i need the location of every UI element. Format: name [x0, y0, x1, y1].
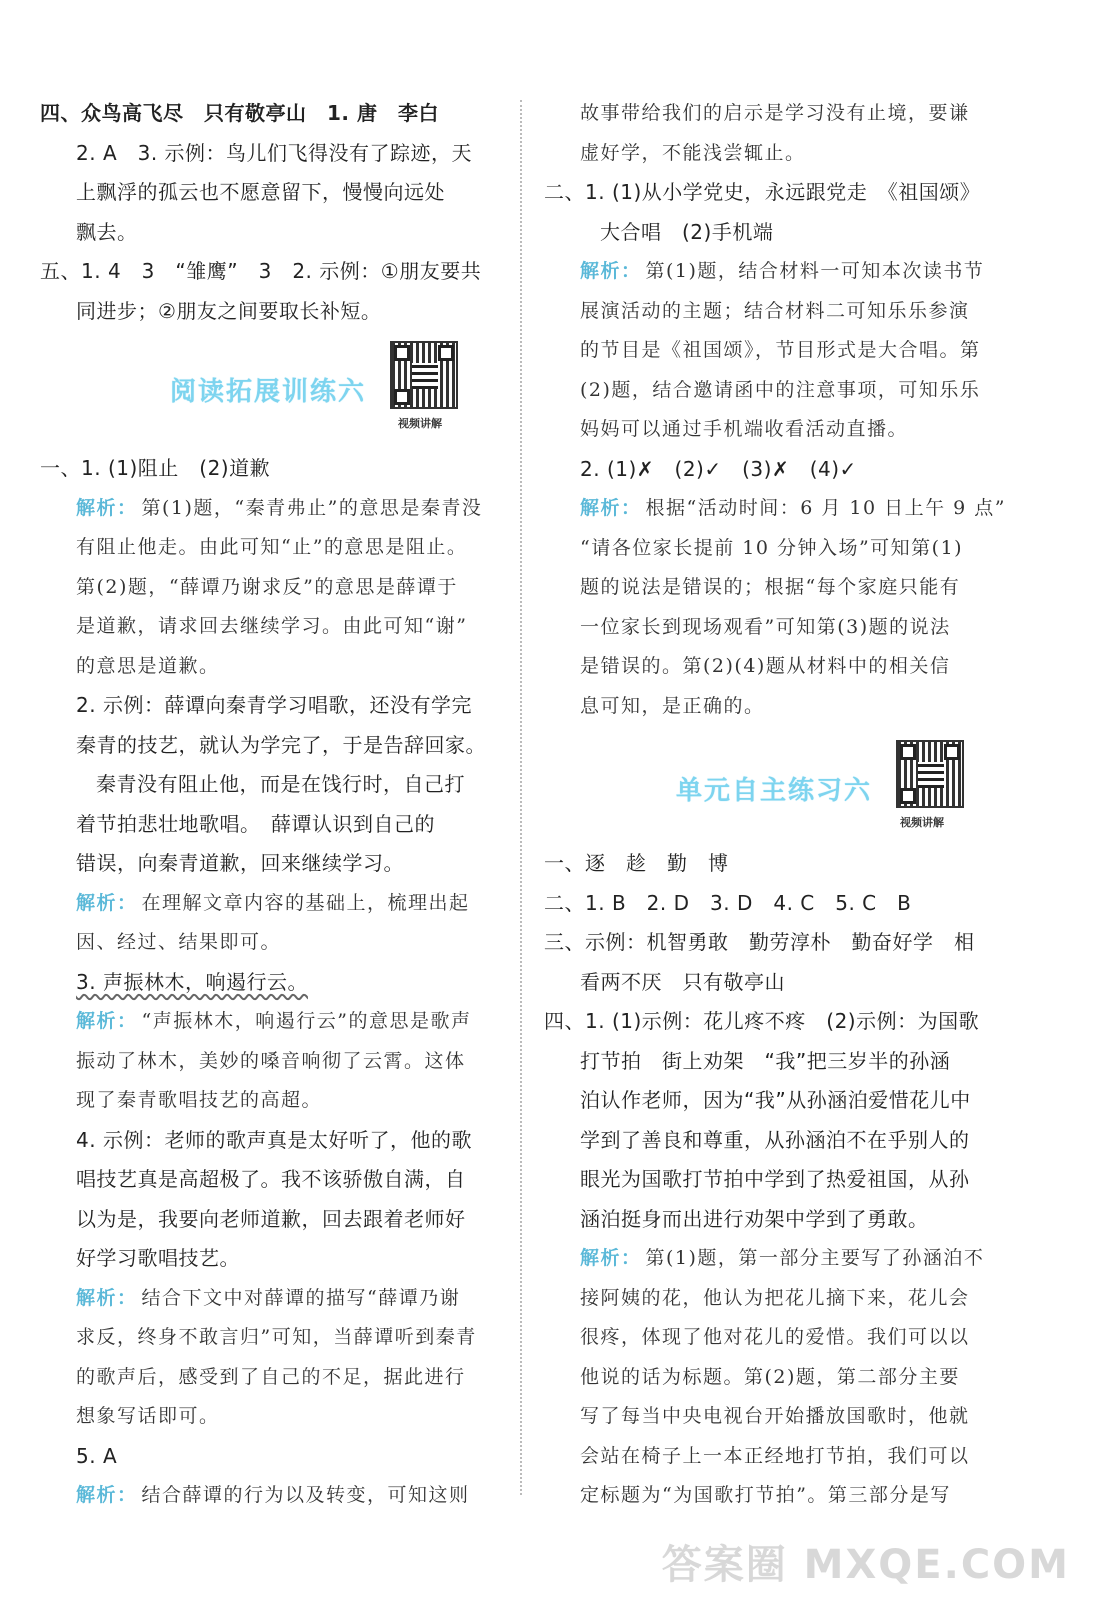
answer-line: 2. 示例：薛谭向秦青学习唱歌，还没有学完 [76, 693, 472, 717]
answer-line: 二、1. B 2. D 3. D 4. C 5. C B [544, 890, 912, 915]
analysis-line: 写了每当中央电视台开始播放国歌时，他就 [580, 1405, 970, 1427]
analysis-line: 现了秦青歌唱技艺的高超。 [76, 1089, 323, 1111]
analysis-label: 解析： [580, 1247, 642, 1269]
answer-line: 涵泊挺身而出进行劝架中学到了勇敢。 [580, 1206, 929, 1231]
analysis-line: 题的说法是错误的；根据“每个家庭只能有 [580, 576, 961, 598]
section-title: 阅读拓展训练六 [170, 377, 367, 407]
analysis-line: 解析： 第(1)题，第一部分主要写了孙涵泊不 [580, 1247, 985, 1269]
answer-line: 三、示例：机智勇敢 勤劳淳朴 勤奋好学 相 [544, 930, 975, 954]
answer-line: 二、1. (1)从小学党史，永远跟党走 《祖国颂》 [544, 180, 981, 204]
left-column [40, 94, 496, 1516]
analysis-line: 会站在椅子上一本正经地打节拍，我们可以 [580, 1444, 970, 1467]
answer-line: 秦青没有阻止他，而是在饯行时，自己打 [96, 772, 465, 796]
right-column [544, 94, 1006, 1516]
analysis-line: 是错误的。第(2)(4)题从材料中的相关信 [580, 655, 951, 677]
answer-line: 秦青的技艺，就认为学完了，于是告辞回家。 [76, 732, 486, 757]
analysis-line: 求反，终身不敢言归”可知，当薛谭听到秦青 [76, 1326, 477, 1348]
analysis-label: 解析： [76, 1286, 138, 1309]
answer-line: 上飘浮的孤云也不愿意留下，慢慢向远处 [76, 180, 445, 204]
analysis-line: 定标题为“为国歌打节拍”。第三部分是写 [580, 1484, 951, 1506]
analysis-line: 解析： 第(1)题，结合材料一可知本次读书节 [580, 260, 985, 282]
answer-line: 眼光为国歌打节拍中学到了热爱祖国，从孙 [580, 1167, 970, 1191]
analysis-line: 接阿姨的花，他认为把花儿摘下来，花儿会 [580, 1286, 970, 1309]
analysis-line: (2)题，结合邀请函中的注意事项，可知乐乐 [580, 378, 981, 401]
analysis-line: 解析： 在理解文章内容的基础上，梳理出起 [76, 891, 470, 914]
answer-line: 大合唱 (2)手机端 [600, 219, 774, 244]
answer-line: 四、众鸟高飞尽 只有敬亭山 1. 唐 李白 [40, 101, 439, 125]
answer-line: 一、逐 趁 勤 博 [544, 851, 729, 875]
section-header [580, 726, 1000, 844]
analysis-line: 故事带给我们的启示是学习没有止境，要谦 [580, 102, 970, 124]
analysis-line: 很疼，体现了他对花儿的爱惜。我们可以以 [580, 1326, 970, 1348]
analysis-line: 他说的话为标题。第(2)题，第二部分主要 [580, 1365, 960, 1388]
analysis-line: 解析： 结合下文中对薛谭的描写“薛谭乃谢 [76, 1286, 461, 1309]
answer-line: 五、1. 4 3 “雏鹰” 3 2. 示例：①朋友要共 [40, 259, 482, 283]
analysis-line: 的意思是道歉。 [76, 654, 220, 677]
analysis-label: 解析： [580, 497, 642, 519]
column-divider [520, 100, 522, 1495]
answer-line: 学到了善良和尊重，从孙涵泊不在乎别人的 [580, 1127, 970, 1152]
analysis-line: 解析： 第(1)题，“秦青弗止”的意思是秦青没 [76, 496, 483, 519]
answer-line: 一、1. (1)阻止 (2)道歉 [40, 456, 271, 480]
qr-caption: 视频讲解 [900, 816, 944, 829]
answer-line: 泊认作老师，因为“我”从孙涵泊爱惜花儿中 [580, 1088, 971, 1112]
analysis-line: 一位家长到现场观看”可知第(3)题的说法 [580, 615, 951, 638]
analysis-line: 虚好学，不能浅尝辄止。 [580, 141, 806, 164]
answer-line: 3. 声振林木，响遏行云。 [76, 969, 308, 994]
qr-caption: 视频讲解 [398, 417, 442, 430]
answer-line: 2. A 3. 示例：鸟儿们飞得没有了踪迹，天 [76, 140, 473, 165]
analysis-label: 解析： [76, 496, 138, 519]
analysis-line: 解析： 结合薛谭的行为以及转变，可知这则 [76, 1484, 470, 1506]
analysis-line: 展演活动的主题；结合材料二可知乐乐参演 [580, 299, 970, 322]
answer-line: 4. 示例：老师的歌声真是太好听了，他的歌 [76, 1127, 472, 1152]
answer-line: 看两不厌 只有敬亭山 [580, 969, 785, 994]
answer-line: 唱技艺真是高超极了。我不该骄傲自满，自 [76, 1167, 466, 1191]
answer-line: 着节拍悲壮地歌唱。 薛谭认识到自己的 [76, 811, 435, 836]
analysis-line: 因、经过、结果即可。 [76, 931, 282, 953]
analysis-line: 振动了林木，美妙的嗓音响彻了云霄。这体 [76, 1049, 466, 1072]
analysis-line: 是道歉，请求回去继续学习。由此可知“谢” [76, 615, 468, 637]
answer-line: 四、1. (1)示例：花儿疼不疼 (2)示例：为国歌 [544, 1009, 980, 1033]
answer-line: 错误，向秦青道歉，回来继续学习。 [76, 851, 404, 875]
answer-line: 飘去。 [76, 219, 138, 244]
answer-line: 以为是，我要向老师道歉，回去跟着老师好 [76, 1206, 466, 1231]
analysis-line: 解析： 根据“活动时间：6 月 10 日上午 9 点” [580, 497, 1006, 519]
analysis-line: 的节目是《祖国颂》，节目形式是大合唱。第 [580, 339, 981, 361]
watermark: 答案圈 MXQE.COM [661, 1542, 1070, 1588]
qr-code-icon[interactable] [390, 341, 458, 409]
answer-line: 好学习歌唱技艺。 [76, 1246, 240, 1270]
answer-line: 2. (1)✗ (2)✓ (3)✗ (4)✓ [580, 456, 857, 481]
answer-line: 5. A [76, 1443, 118, 1468]
analysis-label: 解析： [76, 1010, 138, 1032]
analysis-label: 解析： [76, 891, 138, 914]
section-title: 单元自主练习六 [676, 776, 873, 806]
answer-line: 同进步；②朋友之间要取长补短。 [76, 298, 382, 323]
analysis-line: “请各位家长提前 10 分钟入场”可知第(1) [580, 536, 964, 559]
analysis-line: 解析： “声振林木，响遏行云”的意思是歌声 [76, 1010, 472, 1032]
answer-line: 打节拍 街上劝架 “我”把三岁半的孙涵 [580, 1048, 951, 1073]
qr-code-icon[interactable] [896, 740, 964, 808]
analysis-line: 妈妈可以通过手机端收看活动直播。 [580, 418, 909, 440]
analysis-label: 解析： [580, 260, 642, 282]
analysis-line: 第(2)题，“薛谭乃谢求反”的意思是薛谭于 [76, 575, 458, 598]
analysis-line: 想象写话即可。 [76, 1405, 220, 1427]
analysis-line: 息可知，是正确的。 [580, 694, 765, 717]
analysis-label: 解析： [76, 1484, 138, 1506]
analysis-line: 的歌声后，感受到了自己的不足，据此进行 [76, 1365, 466, 1388]
analysis-line: 有阻止他走。由此可知“止”的意思是阻止。 [76, 536, 468, 558]
section-header [76, 331, 496, 449]
